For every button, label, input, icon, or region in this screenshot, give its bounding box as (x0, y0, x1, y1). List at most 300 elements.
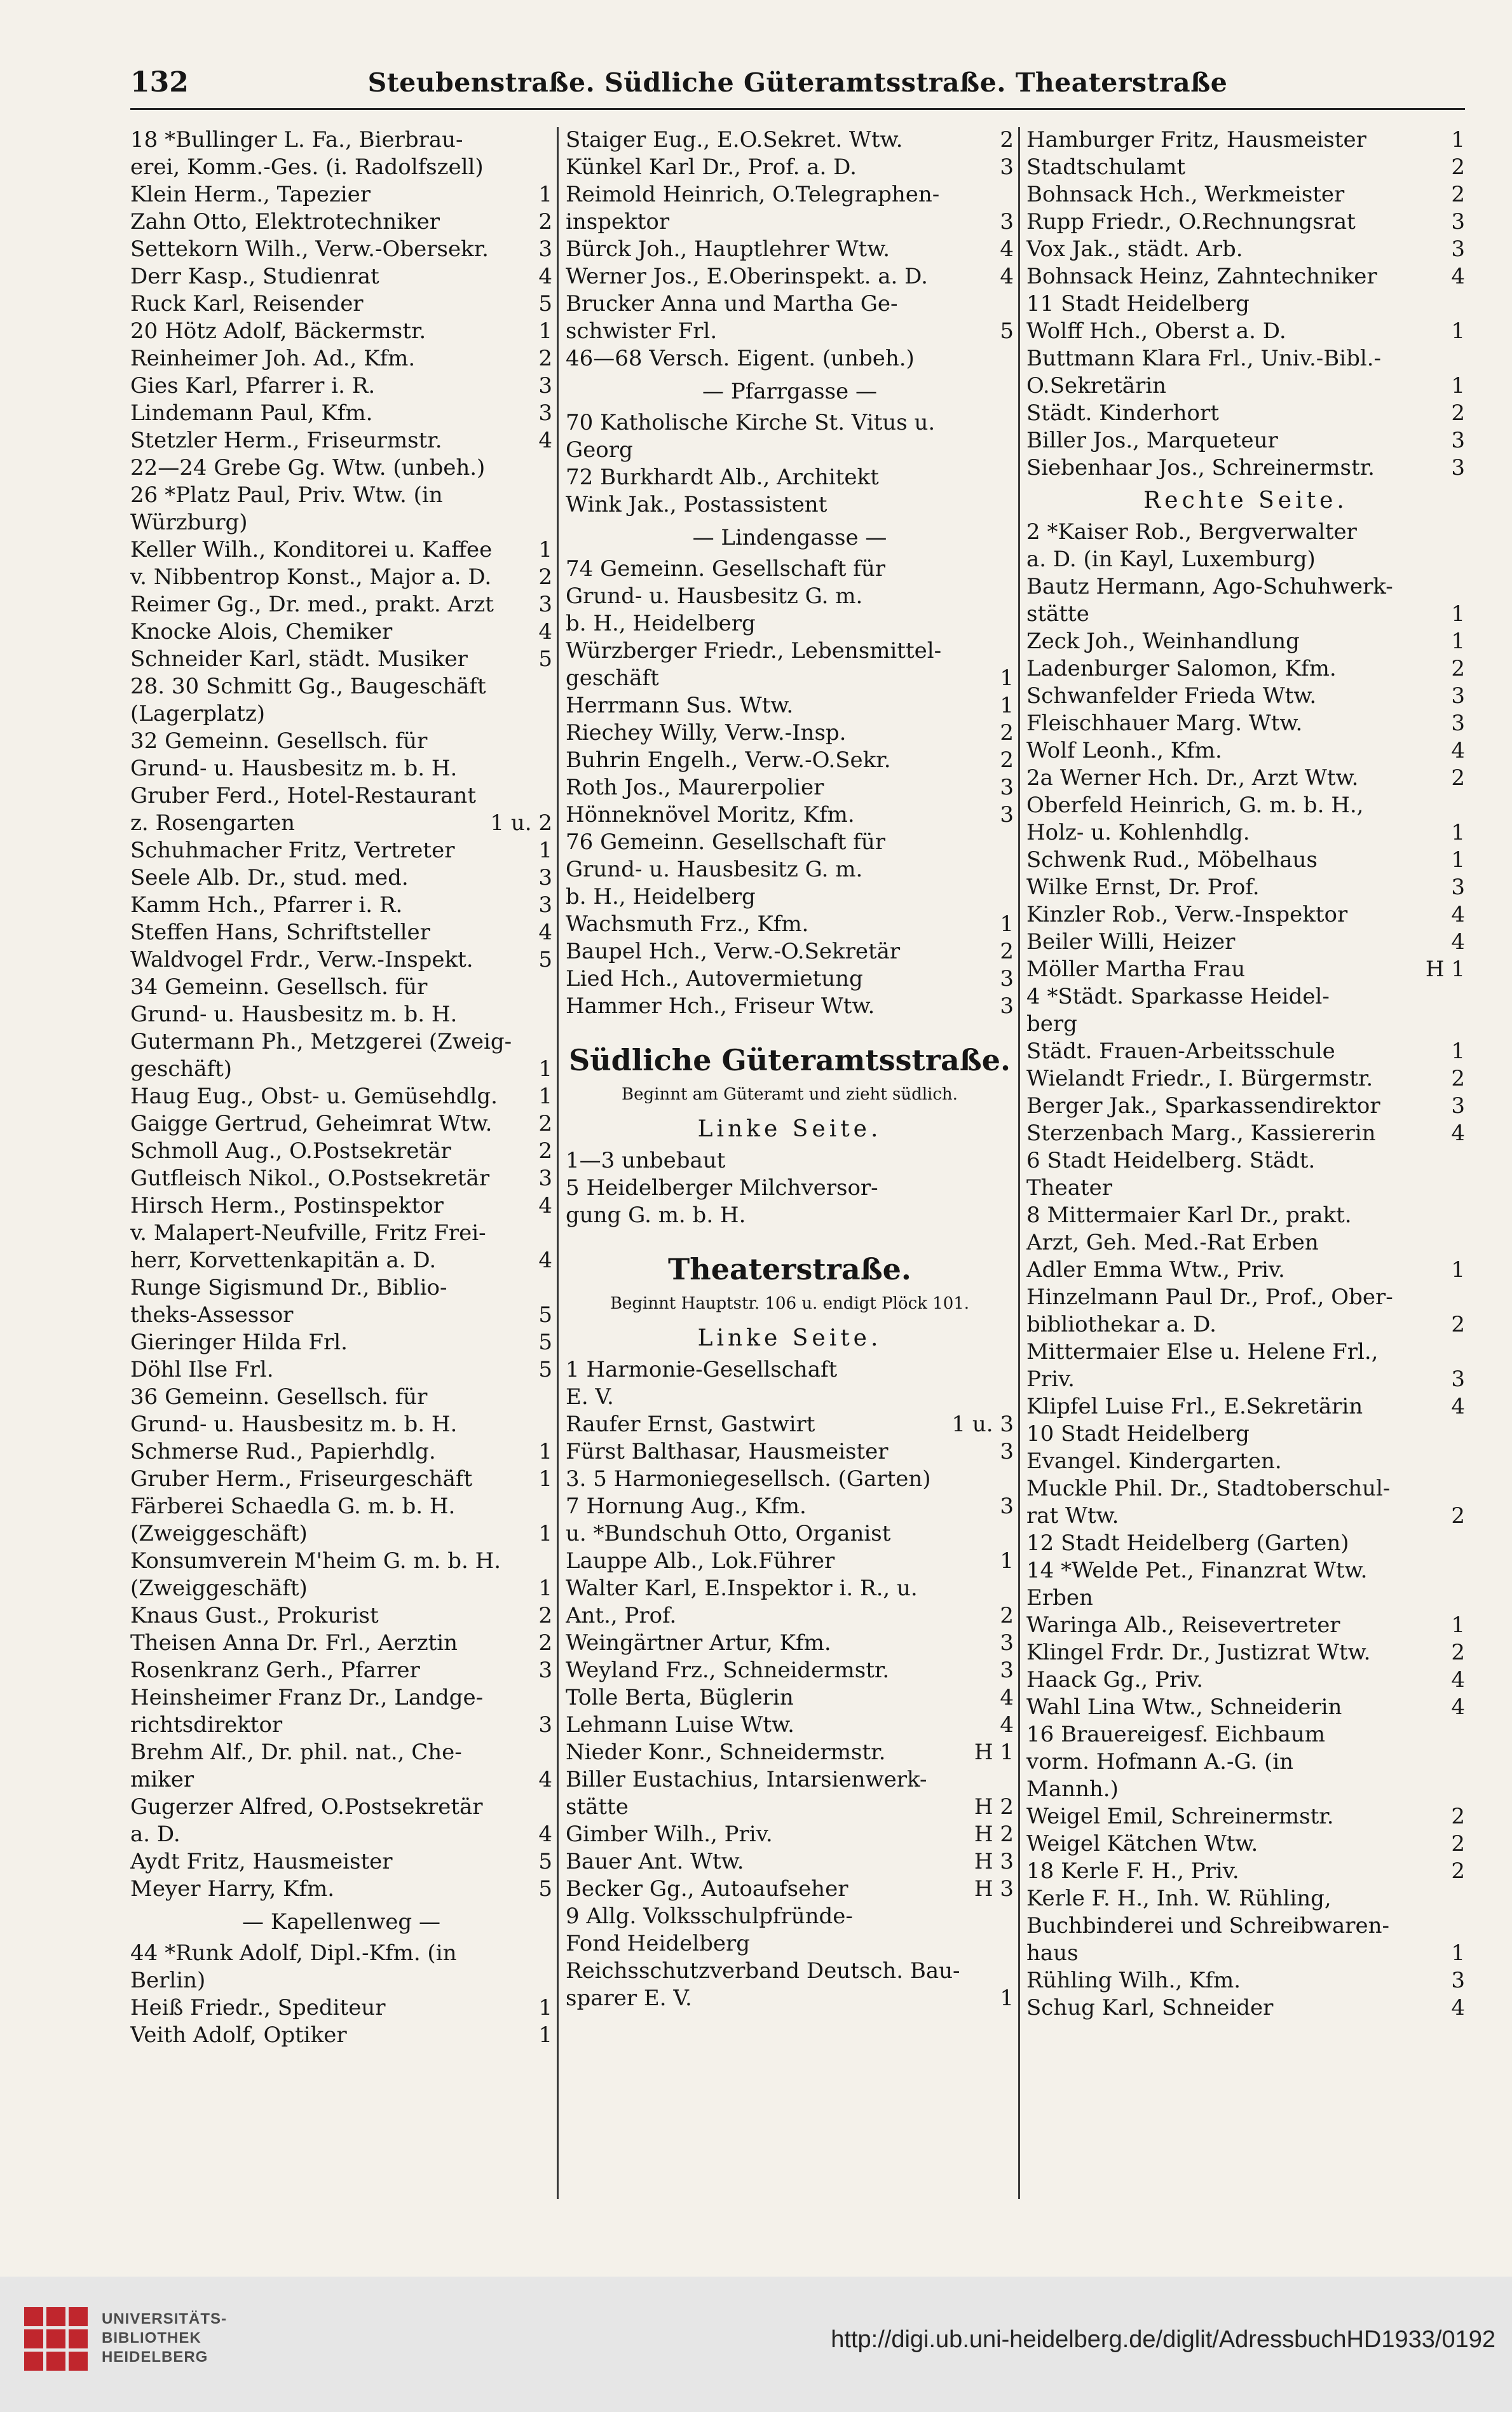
directory-entry (566, 775, 1014, 800)
entry-floor: 4 (1451, 902, 1465, 927)
entry-text: Gieringer Hilda Frl. (130, 1330, 348, 1355)
directory-entry (1026, 127, 1465, 153)
entry-text: Georg (566, 437, 633, 463)
entry-floor: 5 (538, 291, 552, 317)
directory-entry (1026, 1530, 1465, 1556)
entry-text: Schug Karl, Schneider (1026, 1995, 1274, 2020)
entry-text: 14 *Welde Pet., Finanzrat Wtw. (1026, 1558, 1368, 1583)
entry-text: Bauer Ant. Wtw. (566, 1849, 744, 1874)
directory-entry (130, 1466, 552, 1492)
entry-floor: 1 (538, 1521, 552, 1546)
directory-entry (566, 1904, 1014, 1929)
entry-text: 34 Gemeinn. Gesellsch. für (130, 974, 428, 1000)
directory-entry (130, 1302, 552, 1328)
directory-entry (130, 209, 552, 235)
directory-entry (566, 1384, 1014, 1410)
entry-text: Bautz Hermann, Ago-Schuhwerk- (1026, 574, 1393, 599)
directory-entry (566, 556, 1014, 582)
directory-entry (1026, 318, 1465, 344)
entry-floor: 3 (1000, 1439, 1014, 1464)
entry-text: Aydt Fritz, Hausmeister (130, 1849, 393, 1874)
entry-floor: 1 (1451, 1940, 1465, 1966)
directory-entry (130, 1822, 552, 1847)
directory-entry (566, 1357, 1014, 1382)
entry-text: Staiger Eug., E.O.Sekret. Wtw. (566, 127, 903, 153)
entry-floor: 4 (1451, 1121, 1465, 1146)
entry-text: Riechey Willy, Verw.-Insp. (566, 720, 847, 746)
entry-text: Gruber Ferd., Hotel-Restaurant (130, 783, 476, 808)
entry-text: Grund- u. Hausbesitz G. m. (566, 583, 863, 609)
entry-floor: 1 (1000, 665, 1014, 691)
entry-floor: 1 (1000, 1548, 1014, 1574)
directory-entry (566, 720, 1014, 746)
directory-entry (130, 756, 552, 781)
entry-text: Sterzenbach Marg., Kassiererin (1026, 1121, 1376, 1146)
entry-floor: 4 (1000, 1712, 1014, 1738)
entry-floor: 5 (538, 1876, 552, 1902)
entry-text: 26 *Platz Paul, Priv. Wtw. (in (130, 482, 443, 508)
directory-entry (566, 1630, 1014, 1656)
directory-entry (130, 428, 552, 453)
directory-entry (1026, 1230, 1465, 1255)
entry-text: 2a Werner Hch. Dr., Arzt Wtw. (1026, 765, 1359, 791)
entry-floor: 3 (538, 1166, 552, 1191)
entry-text: Knocke Alois, Chemiker (130, 619, 393, 644)
directory-entry (566, 1958, 1014, 1984)
entry-text: Fleischhauer Marg. Wtw. (1026, 711, 1303, 736)
column-divider (557, 127, 559, 2199)
directory-entry (1026, 1804, 1465, 1829)
directory-entry (130, 1876, 552, 1902)
entry-text: stätte (566, 1794, 629, 1820)
entry-text: Theisen Anna Dr. Frl., Aerztin (130, 1630, 458, 1656)
entry-text: Wachsmuth Frz., Kfm. (566, 911, 809, 937)
directory-entry (1026, 1585, 1465, 1611)
entry-text: 72 Burkhardt Alb., Architekt (566, 465, 879, 490)
entry-floor: 3 (538, 592, 552, 617)
entry-floor: 1 (538, 1439, 552, 1464)
entry-text: Rühling Wilh., Kfm. (1026, 1968, 1241, 1993)
entry-floor: 3 (1451, 1093, 1465, 1119)
entry-floor: 3 (1451, 1968, 1465, 1993)
entry-text: Rupp Friedr., O.Rechnungsrat (1026, 209, 1356, 235)
entry-floor: 2 (538, 209, 552, 235)
directory-entry (1026, 1066, 1465, 1091)
directory-entry (566, 1521, 1014, 1546)
entry-text: v. Nibbentrop Konst., Major a. D. (130, 564, 492, 590)
entry-text: Wink Jak., Postassistent (566, 492, 828, 517)
directory-entry (566, 1148, 1014, 1173)
directory-entry (566, 437, 1014, 463)
entry-text: Döhl Ilse Frl. (130, 1357, 274, 1382)
entry-text: 4 *Städt. Sparkasse Heidel- (1026, 984, 1330, 1009)
entry-text: Keller Wilh., Konditorei u. Kaffee (130, 537, 493, 562)
directory-entry (1026, 400, 1465, 426)
directory-entry (130, 1275, 552, 1300)
entry-text: 2 *Kaiser Rob., Bergverwalter (1026, 519, 1357, 545)
directory-entry (130, 1084, 552, 1109)
entry-text: Schmoll Aug., O.Postsekretär (130, 1138, 451, 1164)
directory-entry (1026, 1558, 1465, 1583)
entry-text: (Zweiggeschäft) (130, 1521, 308, 1546)
entry-floor: 3 (1000, 775, 1014, 800)
entry-floor: 1 (1451, 373, 1465, 399)
directory-entry (566, 857, 1014, 882)
entry-text: Mannh.) (1026, 1776, 1119, 1802)
entry-text: 76 Gemeinn. Gesellschaft für (566, 829, 886, 855)
entry-floor: 2 (1451, 656, 1465, 681)
entry-text: Haug Eug., Obst- u. Gemüsehdlg. (130, 1084, 498, 1109)
university-library-logo-icon (24, 2307, 88, 2371)
entry-text: 18 Kerle F. H., Priv. (1026, 1858, 1239, 1884)
entry-text: b. H., Heidelberg (566, 884, 756, 910)
directory-entry (130, 1439, 552, 1464)
entry-floor: 5 (538, 947, 552, 972)
directory-entry (1026, 1503, 1465, 1529)
entry-floor: 4 (538, 1822, 552, 1847)
source-url-link[interactable]: http://digi.ub.uni-heidelberg.de/diglit/AdressbuchHD1933/0192 (831, 2326, 1495, 2353)
entry-text: 70 Katholische Kirche St. Vitus u. (566, 410, 936, 435)
directory-entry (566, 182, 1014, 207)
directory-entry (566, 829, 1014, 855)
entry-text: Gugerzer Alfred, O.Postsekretär (130, 1794, 483, 1820)
entry-text: geschäft) (130, 1056, 233, 1082)
entry-floor: 4 (538, 264, 552, 289)
directory-entry (566, 1466, 1014, 1492)
entry-text: Nieder Konr., Schneidermstr. (566, 1740, 886, 1765)
entry-floor: 3 (1451, 209, 1465, 235)
entry-floor: 3 (1000, 1630, 1014, 1656)
entry-text: haus (1026, 1940, 1079, 1966)
directory-entry (1026, 428, 1465, 453)
library-footer (0, 2277, 1512, 2412)
entry-text: Waringa Alb., Reisevertreter (1026, 1612, 1340, 1638)
directory-entry (1026, 264, 1465, 289)
entry-floor: 4 (1451, 264, 1465, 289)
entry-text: Priv. (1026, 1366, 1075, 1392)
entry-text: 44 *Runk Adolf, Dipl.-Kfm. (in (130, 1940, 457, 1966)
entry-text: Schuhmacher Fritz, Vertreter (130, 838, 455, 863)
directory-entry (130, 154, 552, 180)
directory-entry (566, 1740, 1014, 1765)
entry-floor: 3 (538, 865, 552, 890)
entry-text: Erben (1026, 1585, 1093, 1611)
directory-entry (130, 537, 552, 562)
directory-entry (566, 939, 1014, 964)
entry-text: 6 Stadt Heidelberg. Städt. (1026, 1148, 1316, 1173)
directory-entry (130, 455, 552, 480)
directory-entry (130, 373, 552, 399)
entry-text: 9 Allg. Volksschulpfründe- (566, 1904, 853, 1929)
entry-text: Färberei Schaedla G. m. b. H. (130, 1494, 456, 1519)
directory-entry (1026, 1366, 1465, 1392)
entry-text: Theater (1026, 1175, 1113, 1201)
directory-entry (1026, 1121, 1465, 1146)
entry-floor: 3 (1000, 802, 1014, 828)
entry-text: Wolff Hch., Oberst a. D. (1026, 318, 1286, 344)
directory-entry (566, 1412, 1014, 1437)
directory-entry (130, 1712, 552, 1738)
entry-floor: 3 (1000, 154, 1014, 180)
directory-entry (130, 1849, 552, 1874)
entry-text: Würzburg) (130, 510, 248, 535)
directory-entry (566, 492, 1014, 517)
entry-text: Beiler Willi, Heizer (1026, 929, 1236, 955)
directory-entry (566, 747, 1014, 773)
directory-entry (130, 1002, 552, 1027)
entry-floor: H 1 (1425, 957, 1465, 982)
entry-text: Muckle Phil. Dr., Stadtoberschul- (1026, 1476, 1391, 1501)
directory-entry (566, 1439, 1014, 1464)
entry-text: Schmerse Rud., Papierhdlg. (130, 1439, 436, 1464)
entry-text: Oberfeld Heinrich, G. m. b. H., (1026, 793, 1364, 818)
entry-text: berg (1026, 1011, 1077, 1037)
directory-entry (130, 1940, 552, 1966)
entry-text: 36 Gemeinn. Gesellsch. für (130, 1384, 428, 1410)
directory-entry (1026, 1995, 1465, 2020)
entry-text: Wielandt Friedr., I. Bürgermstr. (1026, 1066, 1373, 1091)
entry-floor: 2 (538, 1603, 552, 1628)
directory-entry (566, 1658, 1014, 1683)
street-note: Beginnt am Güteramt und zieht südlich. (622, 1085, 958, 1104)
directory-entry (566, 1494, 1014, 1519)
entry-text: Heinsheimer Franz Dr., Landge- (130, 1685, 484, 1710)
entry-floor: 2 (1451, 1831, 1465, 1857)
entry-text: Mittermaier Else u. Helene Frl., (1026, 1339, 1379, 1365)
directory-entry (1026, 711, 1465, 736)
directory-entry (566, 1767, 1014, 1792)
entry-floor: 4 (538, 1248, 552, 1273)
directory-entry (566, 1548, 1014, 1574)
directory-entry (130, 2022, 552, 2048)
entry-text: Bürck Joh., Hauptlehrer Wtw. (566, 236, 890, 262)
entry-floor: 1 (1000, 693, 1014, 718)
entry-floor: 2 (538, 346, 552, 371)
entry-floor: 1 (1451, 1612, 1465, 1638)
entry-floor: 1 (538, 318, 552, 344)
directory-entry (566, 1603, 1014, 1628)
directory-entry (130, 728, 552, 754)
entry-text: Buhrin Engelh., Verw.-O.Sekr. (566, 747, 891, 773)
side-heading: Linke Seite. (697, 1325, 882, 1351)
directory-entry (130, 1494, 552, 1519)
entry-text: u. *Bundschuh Otto, Organist (566, 1521, 891, 1546)
entry-text: Stetzler Herm., Friseurmstr. (130, 428, 442, 453)
entry-floor: 1 u. 3 (951, 1412, 1014, 1437)
entry-text: Gies Karl, Pfarrer i. R. (130, 373, 376, 399)
directory-entry (130, 1029, 552, 1054)
entry-text: Wolf Leonh., Kfm. (1026, 738, 1222, 763)
entry-floor: 4 (1000, 1685, 1014, 1710)
entry-text: Tolle Berta, Büglerin (566, 1685, 794, 1710)
column-left (130, 127, 552, 2123)
entry-floor: 3 (1000, 1494, 1014, 1519)
entry-text: 32 Gemeinn. Gesellsch. für (130, 728, 428, 754)
directory-entry (1026, 1776, 1465, 1802)
entry-floor: 2 (1451, 1804, 1465, 1829)
entry-floor: 4 (1000, 236, 1014, 262)
directory-entry (130, 1384, 552, 1410)
entry-floor: 1 (1451, 629, 1465, 654)
entry-text: gung G. m. b. H. (566, 1203, 746, 1228)
entry-floor: 4 (1451, 1667, 1465, 1693)
entry-text: Rosenkranz Gerh., Pfarrer (130, 1658, 420, 1683)
entry-text: 11 Stadt Heidelberg (1026, 291, 1250, 317)
directory-entry (130, 1685, 552, 1710)
entry-text: Raufer Ernst, Gastwirt (566, 1412, 815, 1437)
directory-entry (566, 1203, 1014, 1228)
entry-text: Steffen Hans, Schriftsteller (130, 920, 430, 945)
entry-floor: 2 (1451, 1503, 1465, 1529)
entry-text: erei, Komm.-Ges. (i. Radolfszell) (130, 154, 484, 180)
directory-entry (566, 583, 1014, 609)
entry-text: Berger Jak., Sparkassendirektor (1026, 1093, 1380, 1119)
entry-text: Buttmann Klara Frl., Univ.-Bibl.- (1026, 346, 1382, 371)
entry-text: Lied Hch., Autovermietung (566, 966, 863, 991)
entry-text: Seele Alb. Dr., stud. med. (130, 865, 409, 890)
street-heading: Südliche Güteramtsstraße. (568, 1043, 1011, 1077)
entry-floor: H 2 (974, 1794, 1014, 1820)
entry-text: Ruck Karl, Reisender (130, 291, 364, 317)
directory-entry (1026, 601, 1465, 627)
directory-entry (1026, 519, 1465, 545)
directory-entry (130, 646, 552, 672)
entry-floor: 5 (1000, 318, 1014, 344)
directory-entry (566, 884, 1014, 910)
entry-floor: 2 (538, 1630, 552, 1656)
entry-text: Biller Eustachius, Intarsienwerk- (566, 1767, 927, 1792)
directory-entry (566, 1931, 1014, 1956)
entry-text: Städt. Kinderhort (1026, 400, 1219, 426)
directory-entry (130, 482, 552, 508)
directory-entry (130, 1603, 552, 1628)
entry-floor: 4 (1000, 264, 1014, 289)
entry-text: Klingel Frdr. Dr., Justizrat Wtw. (1026, 1640, 1371, 1665)
library-name-line: UNIVERSITÄTS- (102, 2310, 228, 2327)
directory-entry (566, 318, 1014, 344)
entry-floor: 2 (1451, 1066, 1465, 1091)
entry-floor: 2 (1000, 939, 1014, 964)
directory-entry (1026, 455, 1465, 480)
directory-entry (1026, 1312, 1465, 1337)
entry-text: Bohnsack Heinz, Zahntechniker (1026, 264, 1377, 289)
entry-text: Lehmann Luise Wtw. (566, 1712, 794, 1738)
directory-entry (130, 974, 552, 1000)
directory-entry (130, 1658, 552, 1683)
directory-entry (1026, 154, 1465, 180)
entry-floor: 5 (538, 1302, 552, 1328)
directory-entry (1026, 1694, 1465, 1720)
entry-text: Wahl Lina Wtw., Schneiderin (1026, 1694, 1342, 1720)
entry-text: inspektor (566, 209, 670, 235)
entry-floor: 1 (1451, 1039, 1465, 1064)
entry-text: a. D. (130, 1822, 180, 1847)
directory-entry (566, 1849, 1014, 1874)
directory-entry (1026, 574, 1465, 599)
entry-text: Buchbinderei und Schreibwaren- (1026, 1913, 1390, 1938)
entry-text: Reichsschutzverband Deutsch. Bau- (566, 1958, 960, 1984)
entry-floor: 2 (1000, 127, 1014, 153)
entry-floor: 3 (1451, 711, 1465, 736)
directory-entry (130, 291, 552, 317)
entry-text: Lindemann Paul, Kfm. (130, 400, 373, 426)
directory-entry (130, 1995, 552, 2020)
entry-text: 28. 30 Schmitt Gg., Baugeschäft (130, 674, 486, 699)
directory-entry (1026, 1968, 1465, 1993)
directory-entry (130, 1794, 552, 1820)
entry-floor: H 2 (974, 1822, 1014, 1847)
entry-floor: 2 (1000, 747, 1014, 773)
directory-entry (130, 920, 552, 945)
entry-text: Walter Karl, E.Inspektor i. R., u. (566, 1576, 918, 1601)
entry-text: 46—68 Versch. Eigent. (unbeh.) (566, 346, 915, 371)
entry-text: Möller Martha Frau (1026, 957, 1246, 982)
entry-text: 7 Hornung Aug., Kfm. (566, 1494, 807, 1519)
directory-entry (130, 127, 552, 153)
entry-text: Gaigge Gertrud, Geheimrat Wtw. (130, 1111, 493, 1136)
directory-entry (1026, 1093, 1465, 1119)
entry-text: Konsumverein M'heim G. m. b. H. (130, 1548, 501, 1574)
entry-text: (Zweiggeschäft) (130, 1576, 308, 1601)
directory-entry (566, 209, 1014, 235)
entry-floor: 4 (1451, 1394, 1465, 1419)
entry-text: miker (130, 1767, 194, 1792)
directory-entry (1026, 902, 1465, 927)
entry-text: b. H., Heidelberg (566, 611, 756, 636)
entry-text: schwister Frl. (566, 318, 718, 344)
entry-text: Schneider Karl, städt. Musiker (130, 646, 468, 672)
directory-entry (1026, 1039, 1465, 1064)
directory-entry (1026, 656, 1465, 681)
entry-floor: 1 (1451, 127, 1465, 153)
directory-entry (130, 346, 552, 371)
entry-text: 74 Gemeinn. Gesellschaft für (566, 556, 886, 582)
entry-text: Hammer Hch., Friseur Wtw. (566, 993, 875, 1019)
entry-text: 1—3 unbebaut (566, 1148, 726, 1173)
entry-floor: 3 (538, 236, 552, 262)
column-middle (566, 127, 1014, 2123)
entry-floor: 2 (1451, 1312, 1465, 1337)
directory-entry (1026, 820, 1465, 845)
directory-entry (566, 966, 1014, 991)
directory-entry (566, 1576, 1014, 1601)
directory-entry (1026, 1913, 1465, 1938)
directory-entry (566, 993, 1014, 1019)
entry-floor: 2 (538, 1111, 552, 1136)
entry-text: Reimer Gg., Dr. med., prakt. Arzt (130, 592, 494, 617)
directory-entry (130, 264, 552, 289)
directory-entry (1026, 1749, 1465, 1775)
entry-text: Roth Jos., Maurerpolier (566, 775, 824, 800)
directory-entry (130, 1412, 552, 1437)
entry-floor: 3 (1000, 993, 1014, 1019)
entry-floor: 4 (538, 1193, 552, 1218)
directory-entry (566, 154, 1014, 180)
library-name (102, 2310, 292, 2367)
entry-text: sparer E. V. (566, 1986, 692, 2011)
entry-floor: 1 (538, 537, 552, 562)
entry-text: rat Wtw. (1026, 1503, 1119, 1529)
entry-text: Hamburger Fritz, Hausmeister (1026, 127, 1366, 153)
side-heading: Rechte Seite. (1143, 487, 1348, 514)
directory-entry (130, 1248, 552, 1273)
entry-text: 10 Stadt Heidelberg (1026, 1421, 1250, 1447)
entry-floor: 5 (538, 1849, 552, 1874)
entry-text: Waldvogel Frdr., Verw.-Inspekt. (130, 947, 473, 972)
library-name-line: BIBLIOTHEK (102, 2329, 201, 2347)
entry-text: Kinzler Rob., Verw.-Inspektor (1026, 902, 1348, 927)
entry-text: Brehm Alf., Dr. phil. nat., Che- (130, 1740, 462, 1765)
